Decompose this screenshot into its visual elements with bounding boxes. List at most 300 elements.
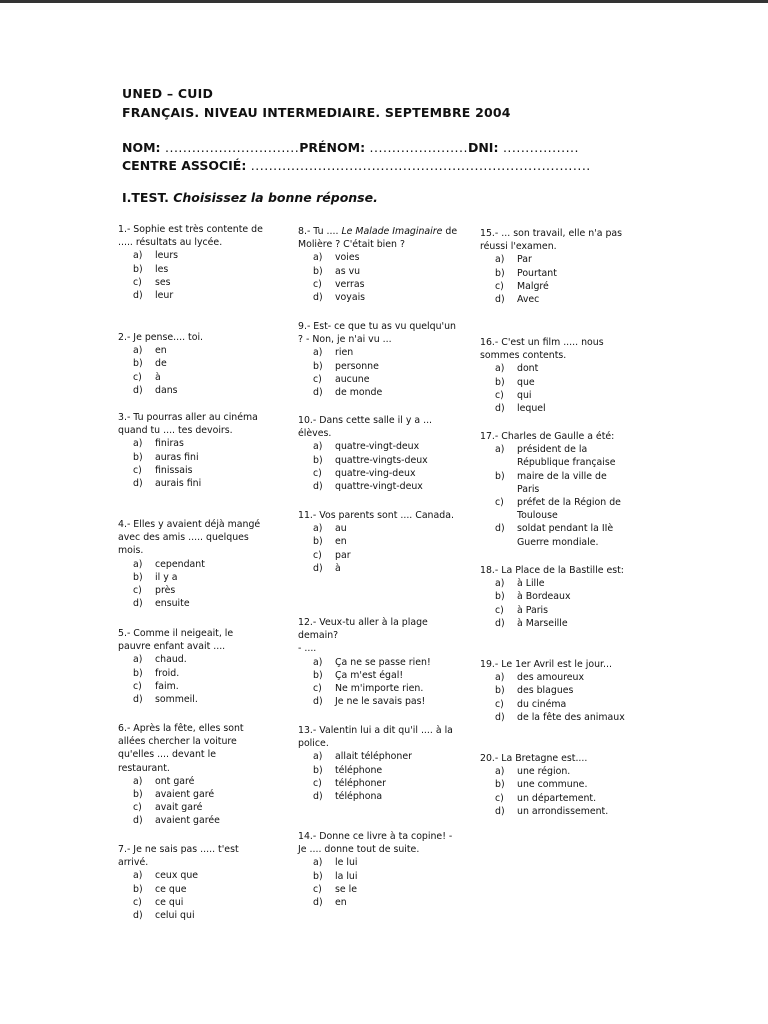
answer-option[interactable] [480, 604, 630, 617]
document-header [122, 86, 642, 124]
question-13 [298, 724, 458, 803]
name-row [122, 140, 642, 158]
option-text: Malgré [517, 280, 549, 292]
option-text: personne [335, 360, 379, 372]
answer-option[interactable] [480, 267, 630, 280]
answer-option[interactable] [118, 571, 268, 584]
option-letter: d) [133, 910, 143, 922]
option-letter: a) [313, 656, 323, 668]
answer-option[interactable] [298, 467, 458, 480]
question-17 [480, 430, 630, 549]
option-text: des blagues [517, 685, 574, 697]
option-text: préfet de la Région de Toulouse [517, 497, 621, 522]
option-text: chaud. [155, 654, 187, 666]
option-letter: b) [313, 764, 323, 776]
option-text: de [155, 358, 167, 370]
student-fields [122, 140, 642, 176]
option-text: une commune. [517, 779, 588, 791]
option-letter: b) [313, 870, 323, 882]
option-text: froid. [155, 667, 180, 679]
scan-top-border [0, 0, 768, 3]
question-3 [118, 411, 268, 490]
question-7 [118, 843, 268, 922]
centre-label: CENTRE ASSOCIÉ: [122, 158, 247, 173]
option-letter: b) [133, 263, 143, 275]
option-text: la lui [335, 870, 358, 882]
option-text: de la fête des animaux [517, 711, 625, 723]
option-letter: d) [313, 696, 323, 708]
option-text: quattre-vingt-deux [335, 481, 423, 493]
option-letter: b) [133, 358, 143, 370]
option-letter: c) [313, 467, 322, 479]
option-text: les [155, 263, 169, 275]
answer-option[interactable] [298, 669, 458, 682]
answer-option[interactable] [480, 376, 630, 389]
option-text: leurs [155, 250, 179, 262]
option-text: voyais [335, 292, 366, 304]
answer-option[interactable] [118, 437, 268, 450]
answer-option[interactable] [298, 750, 458, 763]
answer-option[interactable] [480, 293, 630, 306]
answer-option[interactable] [118, 263, 268, 276]
answer-option[interactable] [480, 590, 630, 603]
option-text: du cinéma [517, 698, 567, 710]
option-letter: a) [133, 870, 143, 882]
answer-option[interactable] [118, 788, 268, 801]
answer-option[interactable] [118, 249, 268, 262]
option-text: président de la République française [517, 444, 616, 469]
question-stem: 13.- Valentin lui a dit qu'il .... à la police. [298, 725, 453, 750]
question-stem: 14.- Donne ce livre à ta copine! - Je .... donne tout de suite. [298, 831, 453, 856]
option-text: de monde [335, 387, 383, 399]
question-stem: 18.- La Place de la Bastille est: [480, 565, 624, 576]
option-letter: b) [133, 451, 143, 463]
option-text: ses [155, 276, 171, 288]
option-letter: d) [133, 815, 143, 827]
option-letter: a) [133, 775, 143, 787]
prenom-label: PRÉNOM: [299, 140, 366, 155]
answer-option[interactable] [298, 291, 458, 304]
answer-option[interactable] [480, 805, 630, 818]
option-text: à Bordeaux [517, 591, 571, 603]
option-letter: b) [313, 265, 323, 277]
option-text: à Marseille [517, 617, 568, 629]
option-letter: d) [495, 294, 505, 306]
question-1 [118, 223, 268, 302]
answer-option[interactable] [118, 357, 268, 370]
option-text: quattre-vingts-deux [335, 454, 428, 466]
answer-option[interactable] [298, 440, 458, 453]
answer-option[interactable] [118, 667, 268, 680]
question-18 [480, 564, 630, 630]
dni-label: DNI: [467, 140, 499, 155]
option-letter: c) [313, 683, 322, 695]
answer-option[interactable] [118, 371, 268, 384]
answer-option[interactable] [298, 386, 458, 399]
question-10 [298, 414, 458, 493]
option-letter: b) [133, 789, 143, 801]
option-text: lequel [517, 403, 546, 415]
option-text: avaient garé [155, 789, 215, 801]
answer-option[interactable] [118, 909, 268, 922]
nom-label: NOM: [122, 140, 161, 155]
option-letter: a) [313, 857, 323, 869]
answer-option[interactable] [298, 764, 458, 777]
option-text: aurais fini [155, 478, 202, 490]
option-letter: a) [495, 578, 505, 590]
answer-option[interactable] [118, 384, 268, 397]
option-text: Ça m'est égal! [335, 669, 404, 681]
question-stem: 12.- Veux-tu aller à la plage demain? [298, 617, 428, 642]
option-text: au [335, 523, 347, 535]
option-letter: a) [495, 254, 505, 266]
option-letter: b) [495, 685, 505, 697]
stem-title-italic: Le Malade Imaginaire [341, 226, 443, 237]
question-19 [480, 658, 630, 724]
answer-option[interactable] [118, 801, 268, 814]
answer-option[interactable] [480, 577, 630, 590]
option-letter: b) [313, 536, 323, 548]
option-letter: b) [313, 669, 323, 681]
answer-option[interactable] [298, 870, 458, 883]
question-8 [298, 225, 458, 304]
option-letter: d) [313, 387, 323, 399]
option-text: à [335, 562, 341, 574]
institution-line: UNED – CUID [122, 86, 214, 101]
question-20 [480, 752, 630, 818]
option-letter: d) [313, 897, 323, 909]
option-text: Par [517, 254, 532, 266]
option-letter: c) [133, 802, 142, 814]
question-stem: 7.- Je ne sais pas ..... t'est arrivé. [118, 844, 239, 869]
answer-option[interactable] [118, 693, 268, 706]
option-text: le lui [335, 857, 358, 869]
option-text: ce que [155, 883, 187, 895]
option-text: ensuite [155, 598, 190, 610]
question-stem: 10.- Dans cette salle il y a ... élèves. [298, 415, 433, 440]
answer-option[interactable] [298, 535, 458, 548]
answer-option[interactable] [118, 814, 268, 827]
stem-part: 8.- Tu .... [298, 226, 342, 237]
answer-option[interactable] [480, 402, 630, 415]
option-text: faim. [155, 680, 179, 692]
option-letter: c) [133, 896, 142, 908]
question-stem: 4.- Elles y avaient déjà mangé avec des amis ..... quelques mois. [118, 519, 261, 557]
answer-option[interactable] [118, 276, 268, 289]
answer-option[interactable] [118, 289, 268, 302]
option-text: voies [335, 252, 360, 264]
answer-option[interactable] [298, 896, 458, 909]
option-text: téléphone [335, 764, 383, 776]
option-letter: c) [495, 604, 504, 616]
option-text: Pourtant [517, 267, 557, 279]
question-15 [480, 227, 630, 306]
option-text: un arrondissement. [517, 805, 609, 817]
answer-option[interactable] [480, 684, 630, 697]
option-letter: d) [313, 791, 323, 803]
option-letter: c) [313, 777, 322, 789]
option-letter: d) [313, 562, 323, 574]
option-letter: c) [495, 792, 504, 804]
option-letter: a) [313, 523, 323, 535]
answer-option[interactable] [298, 790, 458, 803]
option-letter: c) [495, 280, 504, 292]
answer-option[interactable] [118, 584, 268, 597]
option-letter: d) [313, 292, 323, 304]
option-letter: d) [495, 805, 505, 817]
option-letter: b) [133, 667, 143, 679]
option-text: leur [155, 290, 174, 302]
question-stem: 2.- Je pense.... toi. [118, 332, 204, 343]
option-text: qui [517, 389, 532, 401]
exam-title: FRANÇAIS. NIVEAU INTERMEDIAIRE. SEPTEMBRE 2004 [122, 105, 511, 120]
option-letter: c) [313, 883, 322, 895]
option-text: quatre-vingt-deux [335, 441, 420, 453]
answer-option[interactable] [298, 480, 458, 493]
option-letter: b) [495, 591, 505, 603]
answer-option[interactable] [118, 653, 268, 666]
option-text: finiras [155, 438, 184, 450]
option-text: quatre-ving-deux [335, 467, 416, 479]
answer-option[interactable] [298, 522, 458, 535]
option-text: sommeil. [155, 694, 198, 706]
option-letter: d) [495, 403, 505, 415]
option-text: une région. [517, 766, 571, 778]
option-text: dans [155, 384, 178, 396]
option-letter: b) [133, 883, 143, 895]
answer-option[interactable] [480, 253, 630, 266]
option-letter: c) [313, 278, 322, 290]
option-letter: a) [313, 751, 323, 763]
question-5 [118, 627, 268, 706]
question-9 [298, 320, 458, 399]
option-text: aucune [335, 373, 370, 385]
option-text: à Paris [517, 604, 549, 616]
answer-option[interactable] [480, 671, 630, 684]
option-letter: a) [495, 766, 505, 778]
answer-option[interactable] [118, 680, 268, 693]
option-text: dont [517, 363, 539, 375]
answer-option[interactable] [480, 470, 630, 496]
option-letter: b) [495, 470, 505, 482]
option-text: se le [335, 883, 358, 895]
option-letter: d) [133, 478, 143, 490]
answer-option[interactable] [298, 883, 458, 896]
option-letter: a) [133, 654, 143, 666]
answer-option[interactable] [480, 617, 630, 630]
question-stem: 3.- Tu pourras aller au cinéma quand tu .... tes devoirs. [118, 412, 258, 437]
option-letter: d) [495, 711, 505, 723]
option-text: avaient garée [155, 815, 220, 827]
prenom-blank[interactable]: ...................... [365, 140, 468, 155]
option-letter: b) [133, 571, 143, 583]
option-letter: d) [133, 694, 143, 706]
answer-option[interactable] [480, 443, 630, 469]
section-heading [122, 190, 378, 205]
question-stem: 9.- Est- ce que tu as vu quelqu'un ? - Non, je n'ai vu ... [298, 321, 456, 346]
answer-option[interactable] [118, 869, 268, 882]
option-text: un département. [517, 792, 597, 804]
option-letter: a) [495, 672, 505, 684]
option-text: en [155, 345, 167, 357]
answer-option[interactable] [298, 856, 458, 869]
option-letter: a) [313, 441, 323, 453]
answer-option[interactable] [298, 346, 458, 359]
answer-option[interactable] [298, 360, 458, 373]
answer-option[interactable] [480, 496, 630, 522]
option-letter: d) [313, 481, 323, 493]
option-text: ce qui [155, 896, 184, 908]
option-letter: c) [133, 371, 142, 383]
answer-option[interactable] [298, 454, 458, 467]
question-14 [298, 830, 458, 909]
question-stem: 19.- Le 1er Avril est le jour... [480, 659, 612, 670]
question-11 [298, 509, 458, 575]
option-text: rien [335, 347, 354, 359]
option-text: auras fini [155, 451, 199, 463]
answer-option[interactable] [480, 765, 630, 778]
answer-option[interactable] [480, 778, 630, 791]
answer-option[interactable] [298, 695, 458, 708]
option-letter: b) [495, 779, 505, 791]
question-stem: 16.- C'est un film ..... nous sommes contents. [480, 337, 604, 362]
option-text: cependant [155, 558, 205, 570]
option-text: Ne m'importe rien. [335, 683, 424, 695]
answer-option[interactable] [118, 344, 268, 357]
section-title: I.TEST. [122, 190, 169, 205]
answer-option[interactable] [480, 522, 630, 548]
option-text: ont garé [155, 775, 195, 787]
answer-option[interactable] [298, 265, 458, 278]
option-text: il y a [155, 571, 178, 583]
answer-option[interactable] [480, 698, 630, 711]
option-letter: a) [313, 347, 323, 359]
option-letter: c) [133, 680, 142, 692]
answer-option[interactable] [298, 562, 458, 575]
answer-option[interactable] [480, 362, 630, 375]
option-text: Ça ne se passe rien! [335, 656, 431, 668]
option-letter: c) [495, 389, 504, 401]
option-text: des amoureux [517, 672, 585, 684]
option-letter: a) [133, 558, 143, 570]
option-text: maire de la ville de Paris [517, 470, 607, 495]
option-text: allait téléphoner [335, 751, 412, 763]
option-letter: d) [133, 290, 143, 302]
centre-row [122, 158, 642, 176]
question-12 [298, 616, 458, 708]
answer-option[interactable] [118, 451, 268, 464]
section-instruction: Choisissez la bonne réponse. [173, 190, 378, 205]
answer-option[interactable] [298, 682, 458, 695]
answer-option[interactable] [118, 896, 268, 909]
question-6 [118, 722, 268, 828]
option-text: Avec [517, 294, 540, 306]
question-stem [298, 225, 458, 251]
option-letter: a) [133, 345, 143, 357]
option-letter: d) [133, 384, 143, 396]
option-text: ceux que [155, 870, 199, 882]
option-letter: b) [495, 267, 505, 279]
option-text: en [335, 536, 347, 548]
question-stem: 20.- La Bretagne est.... [480, 753, 588, 764]
answer-option[interactable] [118, 597, 268, 610]
option-text: près [155, 585, 176, 597]
centre-blank[interactable]: ............................................................................ [246, 158, 591, 173]
answer-option[interactable] [118, 775, 268, 788]
nom-blank[interactable]: .............................. [160, 140, 300, 155]
answer-option[interactable] [118, 558, 268, 571]
option-letter: a) [133, 250, 143, 262]
answer-option[interactable] [118, 883, 268, 896]
option-letter: a) [133, 438, 143, 450]
option-text: téléphoner [335, 777, 387, 789]
stem-part: de Molière ? C'était bien ? [298, 226, 458, 251]
option-text: finissais [155, 464, 193, 476]
question-stem: 15.- ... son travail, elle n'a pas réussi l'examen. [480, 228, 623, 253]
option-letter: c) [133, 585, 142, 597]
question-stem-reply: - .... [298, 643, 317, 655]
option-letter: c) [495, 698, 504, 710]
question-stem: 6.- Après la fête, elles sont allées chercher la voiture qu'elles .... devant le restaurant. [118, 723, 244, 774]
option-letter: d) [133, 598, 143, 610]
option-text: celui qui [155, 910, 195, 922]
answer-option[interactable] [480, 792, 630, 805]
answer-option[interactable] [118, 477, 268, 490]
question-2 [118, 331, 268, 397]
option-letter: a) [313, 252, 323, 264]
option-letter: b) [313, 360, 323, 372]
question-4 [118, 518, 268, 610]
option-letter: d) [495, 617, 505, 629]
answer-option[interactable] [298, 777, 458, 790]
option-letter: d) [495, 523, 505, 535]
option-letter: c) [133, 464, 142, 476]
option-letter: b) [313, 454, 323, 466]
answer-option[interactable] [480, 389, 630, 402]
answer-option[interactable] [298, 656, 458, 669]
answer-option[interactable] [298, 278, 458, 291]
dni-blank[interactable]: ................. [498, 140, 579, 155]
question-stem: 17.- Charles de Gaulle a été: [480, 431, 615, 442]
option-letter: a) [495, 444, 505, 456]
option-letter: c) [133, 276, 142, 288]
option-text: Je ne le savais pas! [335, 696, 426, 708]
option-letter: c) [495, 497, 504, 509]
option-text: téléphona [335, 791, 383, 803]
answer-option[interactable] [118, 464, 268, 477]
question-stem: 1.- Sophie est très contente de ..... résultats au lycée. [118, 224, 263, 249]
option-text: en [335, 897, 347, 909]
option-letter: b) [495, 376, 505, 388]
option-text: à [155, 371, 161, 383]
answer-option[interactable] [298, 251, 458, 264]
question-stem: 5.- Comme il neigeait, le pauvre enfant avait .... [118, 628, 234, 653]
option-letter: c) [313, 373, 322, 385]
option-text: as vu [335, 265, 361, 277]
answer-option[interactable] [480, 280, 630, 293]
option-text: par [335, 549, 351, 561]
option-text: avait garé [155, 802, 203, 814]
option-text: à Lille [517, 578, 545, 590]
question-16 [480, 336, 630, 415]
question-stem: 11.- Vos parents sont .... Canada. [298, 510, 454, 521]
option-text: que [517, 376, 535, 388]
answer-option[interactable] [298, 373, 458, 386]
option-text: soldat pendant la IIè Guerre mondiale. [517, 523, 614, 548]
option-letter: a) [495, 363, 505, 375]
answer-option[interactable] [480, 711, 630, 724]
answer-option[interactable] [298, 549, 458, 562]
